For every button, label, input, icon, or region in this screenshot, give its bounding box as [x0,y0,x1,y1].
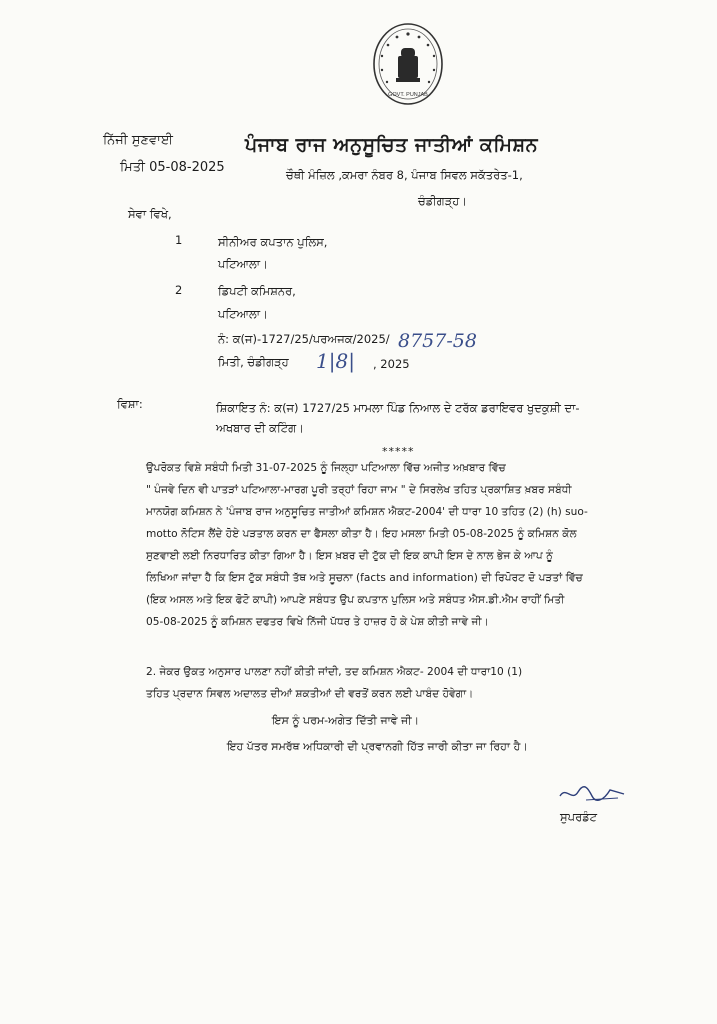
recipient-location: ਪਟਿਆਲਾ। [218,307,268,321]
handwritten-reference-number: 8757-58 [398,330,477,352]
paragraph-line: motto ਨੋਟਿਸ ਲੈਂਦੇ ਹੋਏ ਪੜਤਾਲ ਕਰਨ ਦਾ ਫੈਸਲਾ ਕੀਤਾ ਹੈ। ਇਹ ਮਸਲਾ ਮਿਤੀ 05-08-2025 ਨੂੰ ਕਮਿਸ਼ਨ ਕੋਲ [146,528,577,540]
separator: ***** [382,445,415,458]
signature-scribble [556,782,628,806]
reference-number: ਨੰ: ਕ(ਜ)-1727/25/ਪਰਅਜਕ/2025/ [218,332,390,346]
paragraph-line: ਲਿਖਿਆ ਜਾਂਦਾ ਹੈ ਕਿ ਇਸ ਟੁੱਕ ਸਬੰਧੀ ਤੱਥ ਅਤੇ ਸੂਚਨਾ (facts and information) ਦੀ ਰਿਪੋਰਟ ਦੋ ਪੜਤਾਂ ਵਿੱਚ [146,572,583,584]
paragraph-line: 05-08-2025 ਨੂੰ ਕਮਿਸ਼ਨ ਦਫਤਰ ਵਿਖੇ ਨਿੱਜੀ ਪੱਧਰ ਤੇ ਹਾਜ਼ਰ ਹੋ ਕੇ ਪੇਸ਼ ਕੀਤੀ ਜਾਵੇ ਜੀ। [146,616,489,628]
subject-label: ਵਿਸ਼ਾ: [117,397,143,411]
recipient-title: ਸੀਨੀਅਰ ਕਪਤਾਨ ਪੁਲਿਸ, [218,235,328,249]
signatory-designation: ਸੁਪਰਡੰਟ [560,810,598,824]
paragraph-line: ਤਹਿਤ ਪ੍ਰਦਾਨ ਸਿਵਲ ਅਦਾਲਤ ਦੀਆਂ ਸ਼ਕਤੀਆਂ ਦੀ ਵਰਤੋਂ ਕਰਨ ਲਈ ਪਾਬੰਦ ਹੋਵੇਗਾ। [146,688,474,700]
paragraph-line: ਉਪਰੋਕਤ ਵਿਸ਼ੇ ਸਬੰਧੀ ਮਿਤੀ 31-07-2025 ਨੂੰ ਜਿਲ੍ਹਾ ਪਟਿਆਲਾ ਵਿੱਚ ਅਜੀਤ ਅਖ਼ਬਾਰ ਵਿੱਚ [146,462,506,474]
private-hearing-label: ਨਿੱਜੀ ਸੁਣਵਾਈ [103,133,173,148]
paragraph-line: 2. ਜੇਕਰ ਉਕਤ ਅਨੁਸਾਰ ਪਾਲਣਾ ਨਹੀਂ ਕੀਤੀ ਜਾਂਦੀ, ਤਦ ਕਮਿਸ਼ਨ ਐਕਟ- 2004 ਦੀ ਧਾਰਾ10 (1) [146,666,523,678]
date-label: ਮਿਤੀ, ਚੰਡੀਗੜ੍ਹ [218,355,289,369]
recipient-location: ਪਟਿਆਲਾ। [218,257,268,271]
emblem-text: GOVT. PUNJAB [388,92,428,98]
page-title: ਪੰਜਾਬ ਰਾਜ ਅਨੁਸੂਚਿਤ ਜਾਤੀਆਂ ਕਮਿਸ਼ਨ [245,134,539,156]
recipient-number: 2 [175,283,183,297]
salutation: ਸੇਵਾ ਵਿਖੇ, [128,207,172,221]
date-year: , 2025 [373,357,410,371]
hearing-date: ਮਿਤੀ 05-08-2025 [120,160,225,175]
paragraph-line: (ਇਕ ਅਸਲ ਅਤੇ ਇਕ ਫੋਟੋ ਕਾਪੀ) ਆਪਣੇ ਸਬੰਧਤ ਉਪ ਕਪਤਾਨ ਪੁਲਿਸ ਅਤੇ ਸਬੰਧਤ ਐਸ.ਡੀ.ਐਮ ਰਾਹੀਂ ਮਿਤੀ [146,594,565,606]
office-address: ਚੌਥੀ ਮੰਜ਼ਿਲ ,ਕਮਰਾ ਨੰਬਰ 8, ਪੰਜਾਬ ਸਿਵਲ ਸਕੱਤਰੇਤ-1, [286,168,523,182]
paragraph-line: ਸੁਣਵਾਈ ਲਈ ਨਿਰਧਾਰਿਤ ਕੀਤਾ ਗਿਆ ਹੈ। ਇਸ ਖ਼ਬਰ ਦੀ ਟੁੱਕ ਦੀ ਇਕ ਕਾਪੀ ਇਸ ਦੇ ਨਾਲ ਭੇਜ ਕੇ ਆਪ ਨੂੰ [146,550,553,562]
handwritten-date: 1|8| [316,349,355,373]
paragraph-line: ਮਾਨਯੋਗ ਕਮਿਸ਼ਨ ਨੇ 'ਪੰਜਾਬ ਰਾਜ ਅਨੁਸੂਚਿਤ ਜਾਤੀਆਂ ਕਮਿਸ਼ਨ ਐਕਟ-2004' ਦੀ ਧਾਰਾ 10 ਤਹਿਤ (2) (h) suo- [146,506,588,518]
priority-line: ਇਸ ਨੂੰ ਪਰਮ-ਅਗੇਤ ਦਿੱਤੀ ਜਾਵੇ ਜੀ। [272,714,420,727]
recipient-number: 1 [175,233,183,247]
subject-line-2: ਅਖਬਾਰ ਦੀ ਕਟਿੰਗ। [216,421,304,435]
paragraph-line: " ਪੰਜਵੇ ਦਿਨ ਵੀ ਪਾਤੜਾਂ ਪਟਿਆਲਾ-ਮਾਰਗ ਪੂਰੀ ਤਰ੍ਹਾਂ ਰਿਹਾ ਜਾਮ " ਦੇ ਸਿਰਲੇਖ ਤਹਿਤ ਪ੍ਰਕਾਸ਼ਿਤ ਖ਼ਬਰ ਸਬੰਧੀ [146,484,572,496]
govt-punjab-emblem [370,20,446,112]
body-paragraph-1 [146,457,588,633]
subject-line-1: ਸ਼ਿਕਾਇਤ ਨੰ: ਕ(ਜ) 1727/25 ਮਾਮਲਾ ਪਿੰਡ ਨਿਆਲ ਦੇ ਟਰੱਕ ਡਰਾਇਵਰ ਖੁਦਕੁਸ਼ੀ ਦਾ- [216,401,580,415]
recipient-title: ਡਿਪਟੀ ਕਮਿਸ਼ਨਰ, [218,284,296,298]
office-city: ਚੰਡੀਗੜ੍ਹ। [418,194,468,208]
body-paragraph-2 [146,661,522,705]
approval-line: ਇਹ ਪੱਤਰ ਸਮਰੱਥ ਅਧਿਕਾਰੀ ਦੀ ਪ੍ਰਵਾਨਗੀ ਹਿੱਤ ਜਾਰੀ ਕੀਤਾ ਜਾ ਰਿਹਾ ਹੈ। [227,740,528,753]
